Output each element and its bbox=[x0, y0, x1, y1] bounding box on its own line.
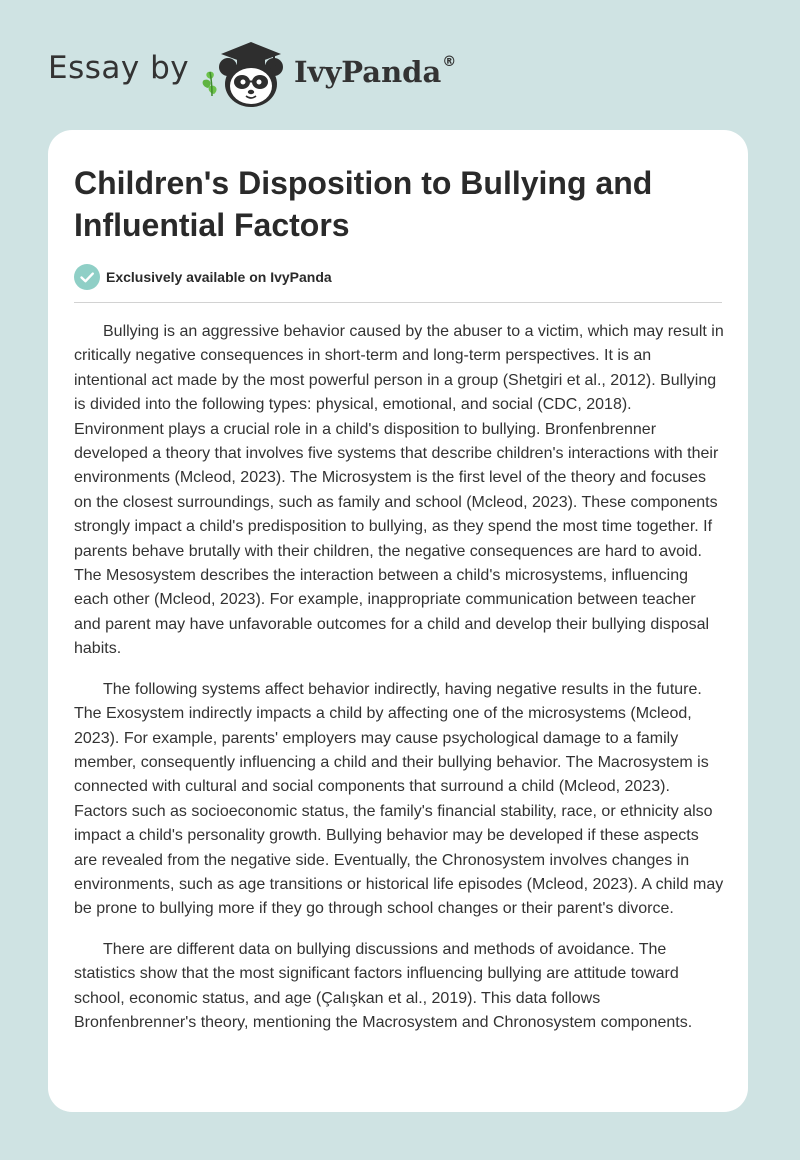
page-title: Children's Disposition to Bullying and Influential Factors bbox=[74, 165, 653, 243]
exclusive-badge bbox=[74, 264, 332, 290]
paragraph: Bullying is an aggressive behavior caused by the abuser to a victim, which may result in critically negative consequences in short-term and long-term perspectives. It is an intentional act made by the most powerful person in a group (Shetgiri et al., 2012). Bullying is divided into the following types: physical, emotional, and social (CDC, 2018). Environment plays a crucial role in a child's disposition to bullying. Bronfenbrenner developed a theory that involves five systems that describe children's interactions with their environments (Mcleod, 2023). The Microsystem is the first level of the theory and focuses on the closest surroundings, such as family and school (Mcleod, 2023). These components strongly impact a child's predisposition to bullying, as they spend the most time together. If parents behave brutally with their children, the negative consequences are hard to avoid. The Mesosystem describes the interaction between a child's microsystems, influencing each other (Mcleod, 2023). For example, inappropriate communication between teacher and parent may have unfavorable outcomes for a child and develop their bullying disposal habits. bbox=[74, 323, 724, 658]
check-icon bbox=[74, 264, 100, 290]
essay-card bbox=[48, 130, 748, 1112]
paragraph: The following systems affect behavior indirectly, having negative results in the future. The Exosystem indirectly impacts a child by affecting one of the microsystems (Mcleod, 2023). For example, parents' employers may cause psychological damage to a family member, consequently influencing a child and their bullying behavior. The Macrosystem is connected with cultural and social components that surround a child (Mcleod, 2023). Factors such as socioeconomic status, the family's financial stability, race, or ethnicity also impact a child's personality growth. Bullying behavior may be developed if these aspects are revealed from the negative side. Eventually, the Chronosystem involves changes in environments, such as age transitions or historical life episodes (Mcleod, 2023). A child may be prone to bullying more if they go through school changes or their parent's divorce. bbox=[74, 680, 724, 918]
panda-graduate-icon[interactable] bbox=[200, 34, 294, 110]
brand-logo-text[interactable] bbox=[294, 54, 456, 89]
paragraph: There are different data on bullying discussions and methods of avoidance. The statistics show that the most significant factors influencing bullying are attitude toward school, economic status, and age (Çalışkan et al., 2019). This data follows Bronfenbrenner's theory, mentioning the Macrosystem and Chronosystem components. bbox=[74, 940, 693, 1031]
divider bbox=[74, 302, 722, 303]
registered-mark: ® bbox=[442, 54, 457, 70]
brand-name: IvyPanda bbox=[294, 55, 442, 89]
essay-by-label: Essay by bbox=[48, 50, 190, 86]
exclusive-badge-text: Exclusively available on IvyPanda bbox=[106, 269, 332, 285]
site-header bbox=[0, 0, 800, 120]
essay-body bbox=[74, 320, 724, 1051]
